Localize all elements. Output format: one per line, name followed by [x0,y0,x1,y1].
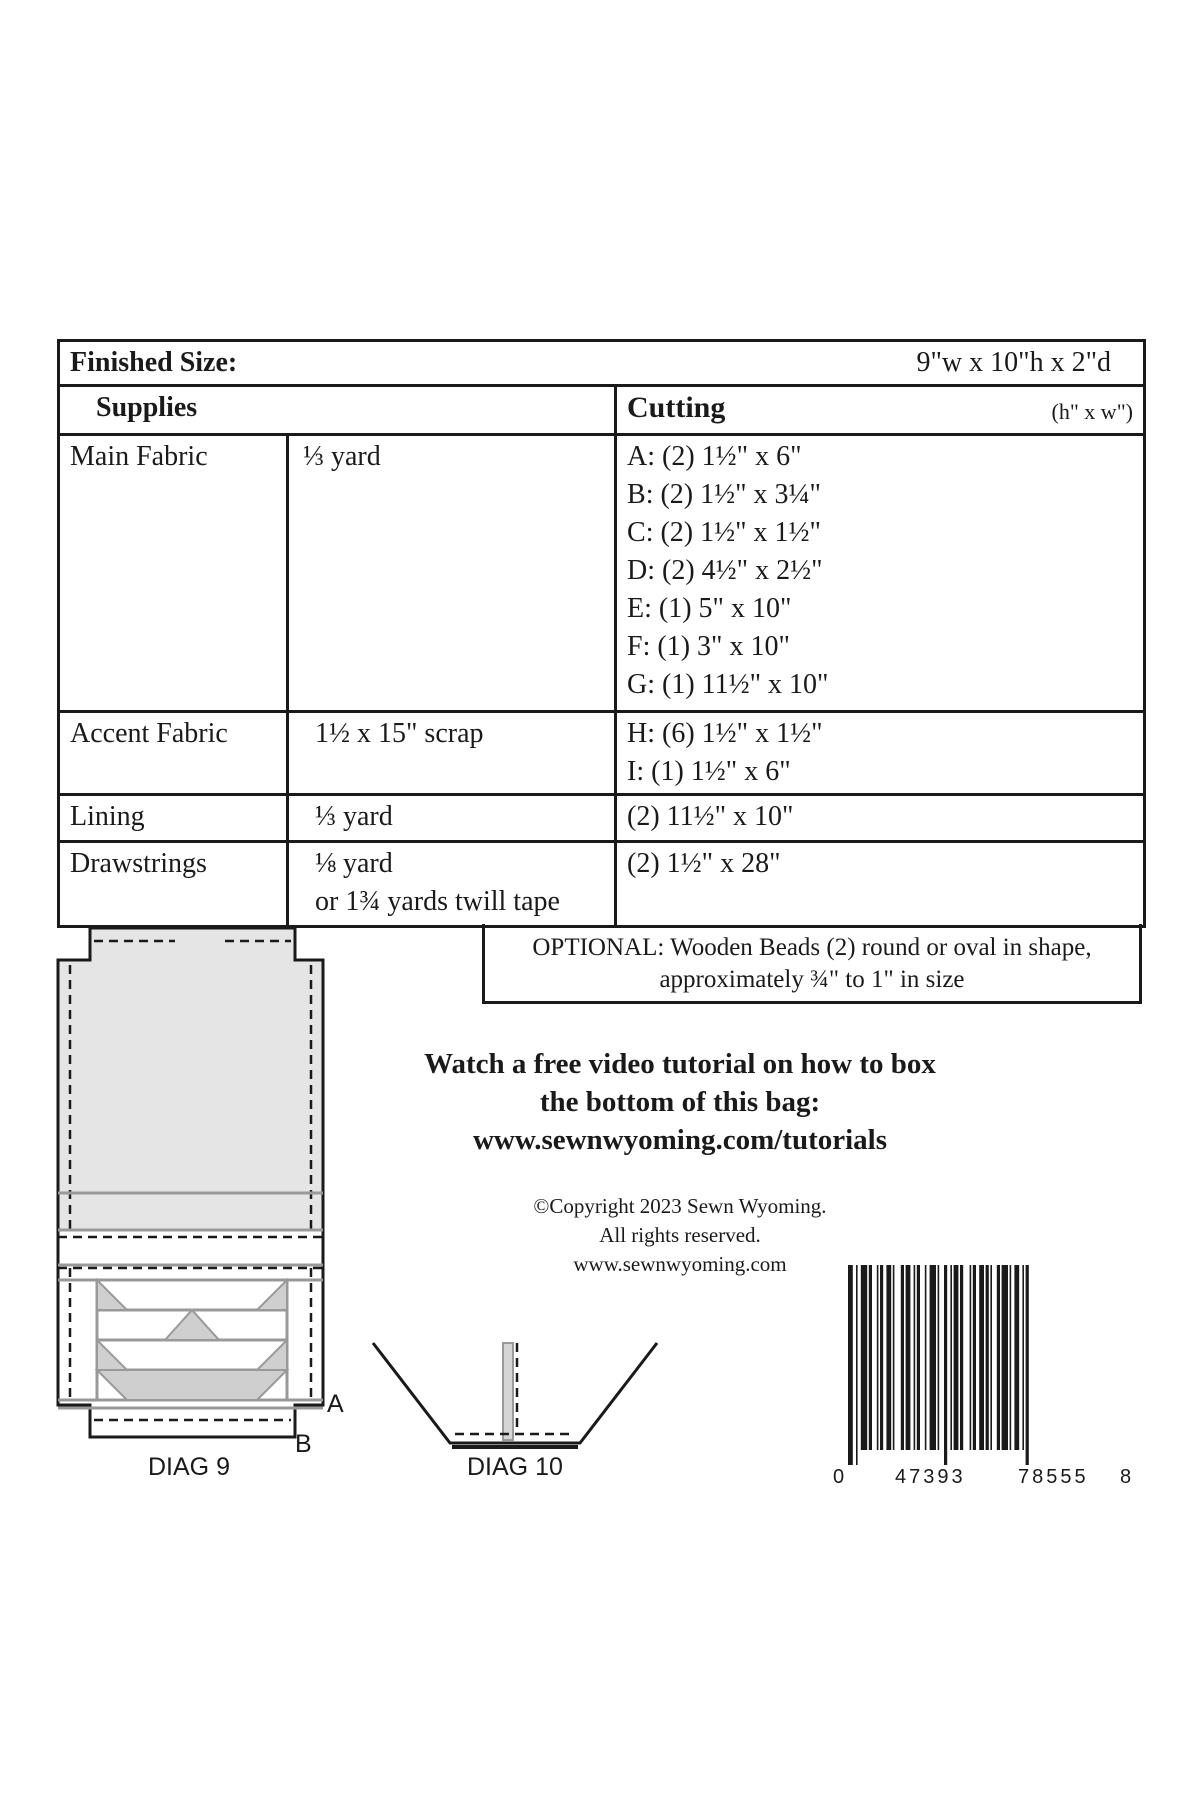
barcode-bar [914,1265,916,1450]
cut-line: (2) 11½" x 10" [627,801,794,832]
tutorial-url: www.sewnwyoming.com/tutorials [472,1124,888,1156]
item-cuts [616,842,1145,927]
finished-size-row [59,341,1145,386]
item-cuts [616,435,1145,712]
item-cuts [616,795,1145,842]
barcode-bar [930,1265,936,1450]
diag9-label-b: B [295,1430,312,1458]
tutorial-line-1: Watch a free video tutorial on how to box [424,1048,936,1080]
barcode-bar [944,1265,947,1465]
header-row [59,386,1145,435]
item-name: Main Fabric [59,435,288,712]
amount-line: 1½ x 15" scrap [315,718,484,749]
barcode-bar [1026,1265,1029,1465]
optional-box [482,924,1142,1004]
cut-line: (2) 1½" x 28" [627,848,781,879]
barcode-bar [1002,1265,1008,1450]
barcode-bar [877,1265,879,1450]
barcode-digits-right: 78555 [1018,1466,1089,1488]
cut-line: A: (2) 1½" x 6" [627,441,802,472]
barcode-bar [938,1265,940,1450]
barcode-bar [848,1265,853,1465]
cut-line: I: (1) 1½" x 6" [627,756,791,787]
barcode-bar [861,1265,867,1450]
barcode-bar [925,1265,927,1450]
copyright-line-2: All rights reserved. [599,1223,761,1247]
diag9-label: DIAG 9 [148,1453,230,1481]
barcode-bar [973,1265,976,1450]
barcode-bar [990,1265,992,1450]
barcode-bar [1010,1265,1012,1450]
item-name: Lining [59,795,288,842]
barcode-bar [869,1265,872,1450]
barcode-bar [880,1265,883,1450]
optional-line-1: OPTIONAL: Wooden Beads (2) round or oval in shape, [532,934,1092,961]
diag9-label-a: A [327,1390,344,1418]
amount-line: or 1¾ yards twill tape [315,886,560,917]
copyright-url: www.sewnwyoming.com [573,1252,787,1276]
barcode-bar [970,1265,972,1450]
cut-line: D: (2) 4½" x 2½" [627,555,823,586]
barcode-icon [846,1265,1136,1475]
barcode-digit-prefix: 0 [833,1466,845,1488]
item-name: Accent Fabric [59,712,288,795]
barcode-bar [1022,1265,1024,1450]
supplies-cutting-table [57,339,1146,928]
barcode-bar [997,1265,1000,1450]
amount-line: ⅓ yard [315,801,393,832]
barcode-bar [950,1265,952,1450]
finished-size-value: 9"w x 10"h x 2"d [616,341,1145,386]
cut-line: E: (1) 5" x 10" [627,593,792,624]
cut-line: G: (1) 11½" x 10" [627,669,829,700]
cut-line: F: (1) 3" x 10" [627,631,790,662]
item-amount [288,435,616,712]
barcode-bar [1014,1265,1019,1450]
tutorial-notice [340,1045,1020,1159]
barcode-bar [901,1265,904,1450]
amount-line: ⅛ yard [315,848,393,879]
barcode-bar [906,1265,911,1450]
barcode-bar [856,1265,858,1465]
barcode-bar [886,1265,891,1450]
optional-line-2: approximately ¾" to 1" in size [659,966,965,993]
diag10-drawing [370,1340,670,1460]
row-lining [59,795,1145,842]
cut-line: H: (6) 1½" x 1½" [627,718,823,749]
row-drawstrings [59,842,1145,927]
barcode-digit-check: 8 [1120,1466,1132,1488]
item-amount [288,712,616,795]
barcode-digits-left: 47393 [895,1466,966,1488]
barcode-bar [960,1265,963,1450]
diag9-drawing [55,925,355,1485]
barcode-bar [986,1265,989,1450]
item-amount [288,842,616,927]
cut-line: C: (2) 1½" x 1½" [627,517,821,548]
row-accent-fabric [59,712,1145,795]
barcode-bar [954,1265,959,1450]
finished-size-label: Finished Size: [59,341,616,386]
barcode-bar [893,1265,895,1450]
tutorial-line-2: the bottom of this bag: [539,1086,821,1118]
item-name: Drawstrings [59,842,288,927]
amount-line: ⅓ yard [303,441,381,472]
cut-line: B: (2) 1½" x 3¼" [627,479,821,510]
barcode-bar [979,1265,984,1450]
cutting-header: Cutting [627,391,726,424]
item-cuts [616,712,1145,795]
item-amount [288,795,616,842]
cutting-header-cell [616,386,1145,435]
cutting-unit-note: (h" x w") [1051,399,1134,424]
diag10-label: DIAG 10 [467,1453,563,1481]
row-main-fabric [59,435,1145,712]
barcode-bar [917,1265,920,1450]
supplies-header: Supplies [59,386,616,435]
copyright-line-1: ©Copyright 2023 Sewn Wyoming. [533,1194,827,1218]
